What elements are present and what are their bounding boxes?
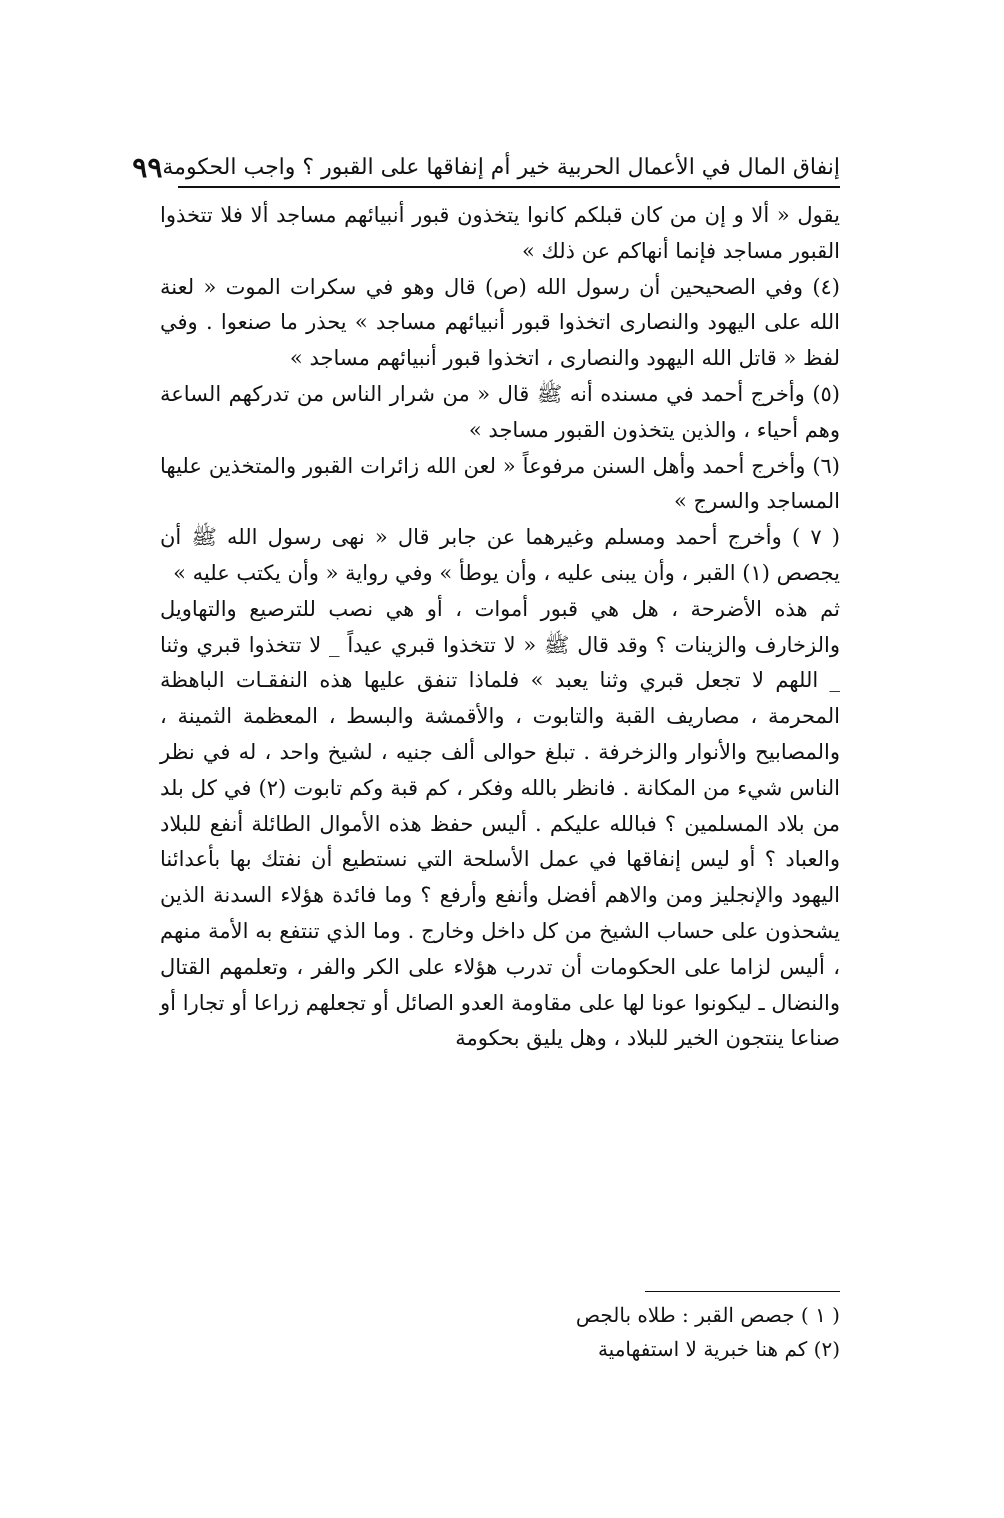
footnote-2: (٢) كم هنا خبرية لا استفهامية	[597, 1337, 840, 1361]
body-text	[160, 198, 840, 1057]
paragraph-hadith-5: (٥) وأخرج أحمد في مسنده أنه ﷺ قال « من شرار الناس من تدركهم الساعة وهم أحياء ، والذين يتخذون القبور مساجد »	[160, 381, 840, 442]
running-title: إنفاق المال في الأعمال الحربية خير أم إنفاقها على القبور ؟ واجب الحكومة	[162, 155, 840, 180]
footnote-divider	[645, 1291, 840, 1292]
footnotes	[440, 1298, 840, 1366]
header-divider	[178, 186, 840, 188]
paragraph-commentary: ثم هذه الأضرحة ، هل هي قبور أموات ، أو هي نصب للترصيع والتهاويل والزخارف والزينات ؟ وقد قال ﷺ « لا تتخذوا قبري عيداً _ لا تتخذوا قبري وثنا _ اللهم لا تجعل قبري وثنا يعبد » فلماذا تنفق عليها هذه النفقـات الباهظة المحرمة ، مصاريف القبة والتابوت ، والأقمشة والبسط ، المعظمة الثمينة ، والمصابيح والأنوار والزخرفة . تبلغ حوالى ألف جنيه ، لشيخ واحد ، له في نظر الناس شيء من المكانة . فانظر بالله وفكر ، كم قبة وكم تابوت (٢) في كل بلد من بلاد المسلمين ؟ فبالله عليكم . أليس حفظ هذه الأموال الطائلة أنفع للبلاد والعباد ؟ أو ليس إنفاقها في عمل الأسلحة التي نستطيع أن نفتك بها بأعدائنا اليهود والإنجليز ومن والاهم أفضل وأنفع وأرفع ؟ وما فائدة هؤلاء السدنة الذين يشحذون على حساب الشيخ من كل داخل وخارج . وما الذي تنتفع به الأمة منهم ، أليس لزاما على الحكومات أن تدرب هؤلاء على الكر والفر ، وتعلمهم القتال والنضال ـ ليكونوا عونا لها على مقاومة العدو الصائل أو تجعلهم زراعا أو تجارا أو صناعا ينتجون الخير للبلاد ، وهل يليق بحكومة	[160, 596, 841, 1051]
page-header	[132, 143, 840, 184]
paragraph-hadith-6: (٦) وأخرج أحمد وأهل السنن مرفوعاً « لعن الله زائرات القبور والمتخذين عليها المساجد والسرج »	[160, 453, 840, 514]
page-number: ٩٩	[132, 151, 163, 184]
paragraph-hadith-7: ( ٧ ) وأخرج أحمد ومسلم وغيرهما عن جابر قال « نهى رسول الله ﷺ أن يجصص (١) القبر ، وأن يبنى عليه ، وأن يوطأ » وفي رواية « وأن يكتب عليه »	[160, 525, 840, 585]
footnote-1: ( ١ ) جصص القبر : طلاه بالجص	[575, 1303, 840, 1327]
paragraph-hadith-4: (٤) وفي الصحيحين أن رسول الله (ص) قال وهو في سكرات الموت « لعنة الله على اليهود والنصارى اتخذوا قبور أنبيائهم مساجد » يحذر ما صنعوا . وفي لفظ « قاتل الله اليهود والنصارى ، اتخذوا قبور أنبيائهم مساجد »	[160, 274, 840, 371]
paragraph-hadith-intro: يقول « ألا و إن من كان قبلكم كانوا يتخذون قبور أنبيائهم مساجد ألا فلا تتخذوا القبور مساجد فإنما أنهاكم عن ذلك »	[160, 203, 840, 263]
